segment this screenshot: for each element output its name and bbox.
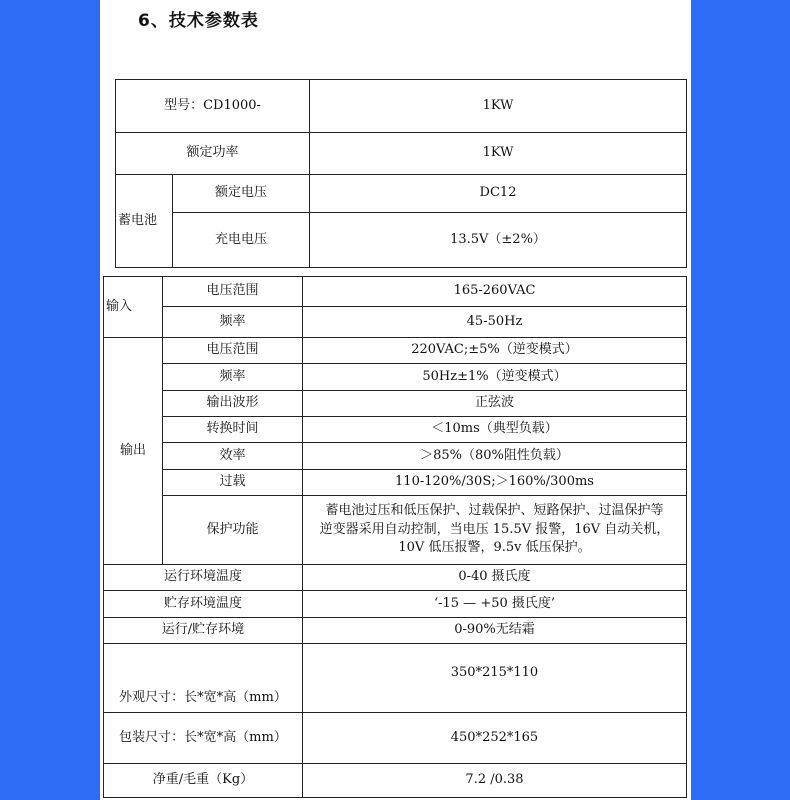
- op-temp-label: 运行环境温度: [104, 565, 303, 591]
- input-label: 输入: [104, 277, 163, 338]
- weight-label: 净重/毛重（Kg）: [104, 764, 303, 798]
- protection-line-3: 10V 低压报警，9.5v 低压保护。: [398, 540, 591, 556]
- dimensions-value: 350*215*110: [303, 644, 687, 713]
- input-freq-label: 频率: [163, 307, 303, 338]
- section-title: 6、技术参数表: [138, 11, 259, 31]
- efficiency-value: ＞85%（80%阻性负载）: [303, 443, 687, 470]
- rated-power-label: 额定功率: [116, 133, 310, 175]
- storage-temp-label: 贮存环境温度: [104, 591, 303, 618]
- transfer-time-label: 转换时间: [163, 417, 303, 443]
- model-label: 型号：CD1000-: [116, 80, 310, 133]
- overload-value: 110-120%/30S;＞160%/300ms: [303, 470, 687, 496]
- humidity-label: 运行/贮存环境: [104, 618, 303, 644]
- op-temp-value: 0-40 摄氏度: [303, 565, 687, 591]
- out-voltage-label: 电压范围: [163, 338, 303, 364]
- input-voltage-label: 电压范围: [163, 277, 303, 307]
- rated-voltage-value: DC12: [310, 175, 687, 213]
- dimensions-label: 外观尺寸：长*宽*高（mm）: [104, 644, 303, 713]
- storage-temp-value: ‘-15 — +50 摄氏度’: [303, 591, 687, 618]
- transfer-time-value: ＜10ms（典型负载）: [303, 417, 687, 443]
- out-freq-label: 频率: [163, 364, 303, 391]
- rated-voltage-label: 额定电压: [173, 175, 310, 213]
- overload-label: 过载: [163, 470, 303, 496]
- waveform-label: 输出波形: [163, 391, 303, 417]
- package-label: 包装尺寸：长*宽*高（mm）: [104, 713, 303, 764]
- waveform-value: 正弦波: [303, 391, 687, 417]
- efficiency-label: 效率: [163, 443, 303, 470]
- rated-power-value: 1KW: [310, 133, 687, 175]
- out-voltage-value: 220VAC;±5%（逆变模式）: [303, 338, 687, 364]
- spec-sheet: [100, 0, 691, 800]
- basic-spec-table: [115, 79, 687, 268]
- protection-line-2: 逆变器采用自动控制，当电压 15.5V 报警，16V 自动关机，: [319, 521, 670, 537]
- model-value: 1KW: [310, 80, 687, 133]
- humidity-value: 0-90%无结霜: [303, 618, 687, 644]
- electrical-spec-table: [103, 276, 687, 798]
- protection-value: [303, 496, 687, 565]
- charge-voltage-label: 充电电压: [173, 213, 310, 268]
- battery-label: 蓄电池: [116, 175, 173, 268]
- input-freq-value: 45-50Hz: [303, 307, 687, 338]
- output-label: 输出: [104, 338, 163, 565]
- package-value: 450*252*165: [303, 713, 687, 764]
- out-freq-value: 50Hz±1%（逆变模式）: [303, 364, 687, 391]
- charge-voltage-value: 13.5V（±2%）: [310, 213, 687, 268]
- protection-line-1: 蓄电池过压和低压保护、过载保护、短路保护、过温保护等: [325, 502, 664, 518]
- input-voltage-value: 165-260VAC: [303, 277, 687, 307]
- weight-value: 7.2 /0.38: [303, 764, 687, 798]
- protection-label: 保护功能: [163, 496, 303, 565]
